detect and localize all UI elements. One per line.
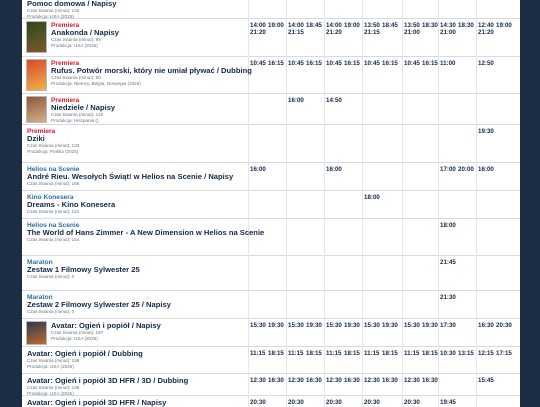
movie-info [51,322,270,341]
showtime-link[interactable]: 17:15 [496,350,512,357]
movie-meta: Produkcja: USA (2025) [27,363,74,369]
movie-title-link[interactable]: Dziki [27,134,45,143]
showtime-link[interactable]: 16:15 [268,60,284,67]
showtime-link[interactable]: 19:30 [306,322,322,329]
column-divider [476,190,477,218]
column-divider [438,162,439,190]
movie-title-link[interactable]: Avatar: Ogień i popiół 3D HFR / Napisy [27,398,167,407]
showtime-link[interactable]: 20:30 [326,399,342,406]
movie-row [22,56,520,94]
column-divider [362,18,363,56]
movie-meta: Czas trwania (minut): 133 [27,143,80,148]
column-divider [324,373,325,395]
movie-row [22,395,520,407]
column-divider [362,290,363,318]
movie-meta: Czas trwania (minut): 116 [51,112,103,117]
column-divider [402,18,403,56]
showtime-link[interactable]: 10:45 [364,60,380,67]
movie-poster[interactable] [26,59,47,91]
column-divider [476,93,477,124]
column-divider [402,93,403,124]
movie-category-tag: Premiera [51,97,80,104]
showtime-link[interactable]: 16:30 [268,377,284,384]
movie-poster[interactable] [26,96,47,123]
column-divider [402,290,403,318]
column-divider [286,190,287,218]
column-divider [324,395,325,407]
showtime-link[interactable]: 15:45 [478,377,494,384]
showtime-link[interactable]: 18:15 [422,350,438,357]
movie-category-tag: Helios na Scenie [27,222,80,229]
showtime-link[interactable]: 13:50 [404,22,420,29]
showtime-link[interactable]: 16:30 [306,377,322,384]
movie-category-tag: Premiera [51,60,80,67]
movie-title-link[interactable]: André Rieu. Wesołych Świąt! w Helios na Scenie / Napisy [27,172,234,181]
column-divider [362,162,363,190]
movie-category-tag: Kino Konesera [27,194,74,201]
showtime-link[interactable]: 11:15 [288,350,304,357]
column-divider [476,318,477,346]
showtime-link[interactable]: 20:30 [288,399,304,406]
movie-meta: Produkcja: USA (2025) [51,335,98,341]
showtime-link[interactable]: 21:15 [364,29,380,36]
showtime-link[interactable]: 12:40 [478,22,494,29]
showtime-link[interactable]: 11:00 [440,60,456,67]
showtime-link[interactable]: 19:00 [344,22,360,29]
movie-row [22,255,520,291]
showtime-link[interactable]: 11:15 [250,350,266,357]
showtime-link[interactable]: 17:30 [440,322,456,329]
showtime-link[interactable]: 16:15 [422,60,438,67]
movie-title-link[interactable]: Dreams - Kino Konesera [27,200,116,209]
column-divider [438,318,439,346]
movie-title-link[interactable]: Avatar: Ogień i popiół / Napisy [51,321,161,330]
showtime-link[interactable]: 15:30 [250,322,266,329]
column-divider [362,255,363,290]
column-divider [438,56,439,93]
movie-row [22,124,520,163]
showtime-link[interactable]: 16:15 [382,60,398,67]
movie-info [27,128,270,154]
column-divider [286,124,287,162]
column-divider [438,373,439,395]
showtime-link[interactable]: 12:30 [404,377,420,384]
movie-info [27,259,270,280]
showtime-link[interactable]: 19:30 [344,322,360,329]
showtime-link[interactable]: 18:15 [344,350,360,357]
showtime-link[interactable]: 15:30 [404,322,420,329]
column-divider [286,93,287,124]
movie-category-tag: Maraton [27,294,53,301]
showtime-link[interactable]: 14:50 [326,97,342,104]
movie-row [22,162,520,191]
movie-title-link[interactable]: Zestaw 1 Filmowy Sylwester 25 [27,265,140,274]
showtime-link[interactable]: 18:00 [364,194,380,201]
column-divider [438,395,439,407]
showtime-link[interactable]: 17:00 [440,166,456,173]
movie-title-link[interactable]: Anakonda / Napisy [51,28,119,37]
movie-meta: Czas trwania (minut): 110 [27,209,79,214]
column-divider [362,373,363,395]
movie-meta: Czas trwania (minut): 198 [27,385,80,390]
movie-row [22,346,520,374]
showtime-link[interactable]: 12:30 [326,377,342,384]
showtime-link[interactable]: 12:15 [478,350,494,357]
showtime-link[interactable]: 11:15 [404,350,420,357]
showtime-link[interactable]: 18:30 [458,22,474,29]
movie-meta: Produkcja: Polska (2025) [27,148,79,154]
movie-row [22,18,520,57]
movie-meta: Czas trwania (minut): 197 [51,330,104,335]
showtime-link[interactable]: 19:30 [268,322,284,329]
movie-title-link[interactable]: The World of Hans Zimmer - A New Dimension w Helios na Scenie [27,228,265,237]
showtime-link[interactable]: 16:30 [382,377,398,384]
showtime-link[interactable]: 10:45 [250,60,266,67]
column-divider [476,18,477,56]
showtime-link[interactable]: 15:30 [326,322,342,329]
column-divider [286,255,287,290]
column-divider [362,346,363,373]
column-divider [402,218,403,255]
showtime-link[interactable]: 20:30 [496,322,512,329]
column-divider [402,255,403,290]
column-divider [324,318,325,346]
column-divider [402,0,403,18]
movie-poster[interactable] [26,321,47,345]
column-divider [476,56,477,93]
column-divider [286,218,287,255]
column-divider [402,124,403,162]
showtimes-schedule [22,0,520,407]
showtime-link[interactable]: 13:15 [458,350,474,357]
showtime-link[interactable]: 21:00 [440,29,456,36]
column-divider [286,0,287,18]
column-divider [362,124,363,162]
showtime-link[interactable]: 21:00 [404,29,420,36]
showtime-link[interactable]: 18:15 [306,350,322,357]
movie-row [22,0,520,19]
column-divider [476,290,477,318]
column-divider [324,56,325,93]
showtime-link[interactable]: 16:30 [478,322,494,329]
movie-poster[interactable] [26,21,47,53]
column-divider [476,373,477,395]
movie-category-tag: Premiera [51,22,80,29]
column-divider [286,318,287,346]
movie-meta: Czas trwania (minut): 198 [27,358,80,363]
movie-info [51,22,270,48]
column-divider [438,255,439,290]
column-divider [362,395,363,407]
showtime-link[interactable]: 19:00 [496,22,512,29]
column-divider [476,395,477,407]
column-divider [402,190,403,218]
showtime-link[interactable]: 18:30 [422,22,438,29]
column-divider [476,124,477,162]
column-divider [286,162,287,190]
movie-meta: Produkcja: USA (2025) [27,13,74,19]
showtime-link[interactable]: 16:00 [288,97,304,104]
movie-info [27,0,270,19]
movie-info [51,97,270,123]
column-divider [362,218,363,255]
movie-info [27,294,270,315]
movie-row [22,290,520,319]
showtime-link[interactable]: 14:00 [326,22,342,29]
showtime-link[interactable]: 16:15 [306,60,322,67]
movie-row [22,190,520,219]
showtime-link[interactable]: 21:30 [440,294,456,301]
movie-meta: Produkcja: USA (2025) [27,390,74,396]
showtime-link[interactable]: 11:15 [326,350,342,357]
showtime-link[interactable]: 12:50 [478,60,494,67]
showtime-link[interactable]: 18:00 [440,222,456,229]
column-divider [438,218,439,255]
showtime-link[interactable]: 19:30 [382,322,398,329]
column-divider [324,218,325,255]
showtime-link[interactable]: 21:20 [250,29,266,36]
column-divider [438,93,439,124]
column-divider [324,0,325,18]
column-divider [362,318,363,346]
movie-info [27,377,270,396]
showtime-link[interactable]: 10:45 [404,60,420,67]
movie-info [27,194,270,215]
showtime-link[interactable]: 21:45 [440,259,456,266]
showtime-link[interactable]: 20:30 [250,399,266,406]
showtime-link[interactable]: 13:50 [364,22,380,29]
column-divider [362,56,363,93]
column-divider [286,373,287,395]
showtime-link[interactable]: 16:30 [422,377,438,384]
showtime-link[interactable]: 12:30 [250,377,266,384]
showtime-link[interactable]: 16:15 [344,60,360,67]
movie-meta: Czas trwania (minut): 0 [27,274,75,279]
movie-info [27,222,270,243]
column-divider [438,190,439,218]
column-divider [324,190,325,218]
showtime-link[interactable]: 19:30 [422,322,438,329]
movie-category-tag: Helios na Scenie [27,166,80,173]
showtime-link[interactable]: 10:45 [326,60,342,67]
column-divider [324,124,325,162]
showtime-link[interactable]: 18:45 [382,22,398,29]
movie-meta: Produkcja: Niemcy, Belgia, Norwegia (2025) [51,80,141,86]
showtime-link[interactable]: 14:00 [288,22,304,29]
showtime-link[interactable]: 19:00 [268,22,284,29]
movie-title-link[interactable]: Avatar: Ogień i popiół 3D HFR / 3D / Dubbing [27,376,189,385]
column-divider [324,162,325,190]
column-divider [286,56,287,93]
showtime-link[interactable]: 21:20 [478,29,494,36]
movie-info [27,399,270,407]
showtime-link[interactable]: 19:30 [478,128,494,135]
movie-meta: Czas trwania (minut): 165 [27,181,80,186]
showtime-link[interactable]: 21:20 [326,29,342,36]
showtime-link[interactable]: 15:30 [288,322,304,329]
movie-title-link[interactable]: Rufus. Potwór morski, który nie umiał pływać / Dubbing [51,66,252,75]
column-divider [402,395,403,407]
column-divider [362,93,363,124]
movie-meta: Produkcja: Hiszpania () [51,117,99,123]
movie-title-link[interactable]: Zestaw 2 Filmowy Sylwester 25 / Napisy [27,300,171,309]
showtime-link[interactable]: 18:15 [382,350,398,357]
column-divider [438,0,439,18]
movie-row [22,218,520,256]
movie-info [27,350,270,369]
movie-meta: Produkcja: USA (2025) [51,42,98,48]
movie-category-tag: Premiera [27,128,56,135]
movie-info [27,166,270,187]
showtime-link[interactable]: 14:00 [250,22,266,29]
movie-row [22,373,520,396]
column-divider [402,373,403,395]
showtime-link[interactable]: 16:00 [326,166,342,173]
column-divider [402,346,403,373]
column-divider [438,124,439,162]
column-divider [476,0,477,18]
movie-title-link[interactable]: Avatar: Ogień i popiół / Dubbing [27,349,143,358]
showtime-link[interactable]: 15:30 [364,322,380,329]
showtime-link[interactable]: 12:30 [364,377,380,384]
showtime-link[interactable]: 16:00 [250,166,266,173]
movie-meta: Czas trwania (minut): 80 [51,75,101,80]
showtime-link[interactable]: 11:15 [364,350,380,357]
movie-meta: Czas trwania (minut): 154 [27,237,80,242]
column-divider [324,346,325,373]
column-divider [286,18,287,56]
movie-title-link[interactable]: Pomoc domowa / Napisy [27,0,117,8]
movie-meta: Czas trwania (minut): 132 [27,8,80,13]
movie-row [22,318,520,347]
column-divider [438,18,439,56]
column-divider [286,346,287,373]
showtime-link[interactable]: 18:45 [306,22,322,29]
movie-meta: Czas trwania (minut): 0 [27,309,75,314]
showtime-link[interactable]: 20:30 [404,399,420,406]
column-divider [286,395,287,407]
showtime-link[interactable]: 20:30 [364,399,380,406]
movie-row [22,93,520,125]
showtime-link[interactable]: 10:45 [288,60,304,67]
column-divider [324,255,325,290]
column-divider [402,56,403,93]
column-divider [324,18,325,56]
showtime-link[interactable]: 16:30 [344,377,360,384]
showtime-link[interactable]: 18:15 [268,350,284,357]
showtime-link[interactable]: 20:00 [458,166,474,173]
column-divider [476,255,477,290]
column-divider [476,346,477,373]
column-divider [362,0,363,18]
showtime-link[interactable]: 16:00 [478,166,494,173]
movie-title-link[interactable]: Niedziele / Napisy [51,103,116,112]
column-divider [402,162,403,190]
column-divider [438,290,439,318]
movie-category-tag: Maraton [27,259,53,266]
column-divider [476,162,477,190]
movie-meta: Czas trwania (minut): 99 [51,37,101,42]
showtime-link[interactable]: 19:45 [440,399,456,406]
column-divider [362,190,363,218]
column-divider [476,218,477,255]
showtime-link[interactable]: 12:30 [288,377,304,384]
column-divider [324,93,325,124]
column-divider [438,346,439,373]
column-divider [402,318,403,346]
column-divider [324,290,325,318]
showtime-link[interactable]: 21:15 [288,29,304,36]
column-divider [286,290,287,318]
movie-info [51,60,270,86]
showtime-link[interactable]: 14:30 [440,22,456,29]
showtime-link[interactable]: 10:30 [440,350,456,357]
